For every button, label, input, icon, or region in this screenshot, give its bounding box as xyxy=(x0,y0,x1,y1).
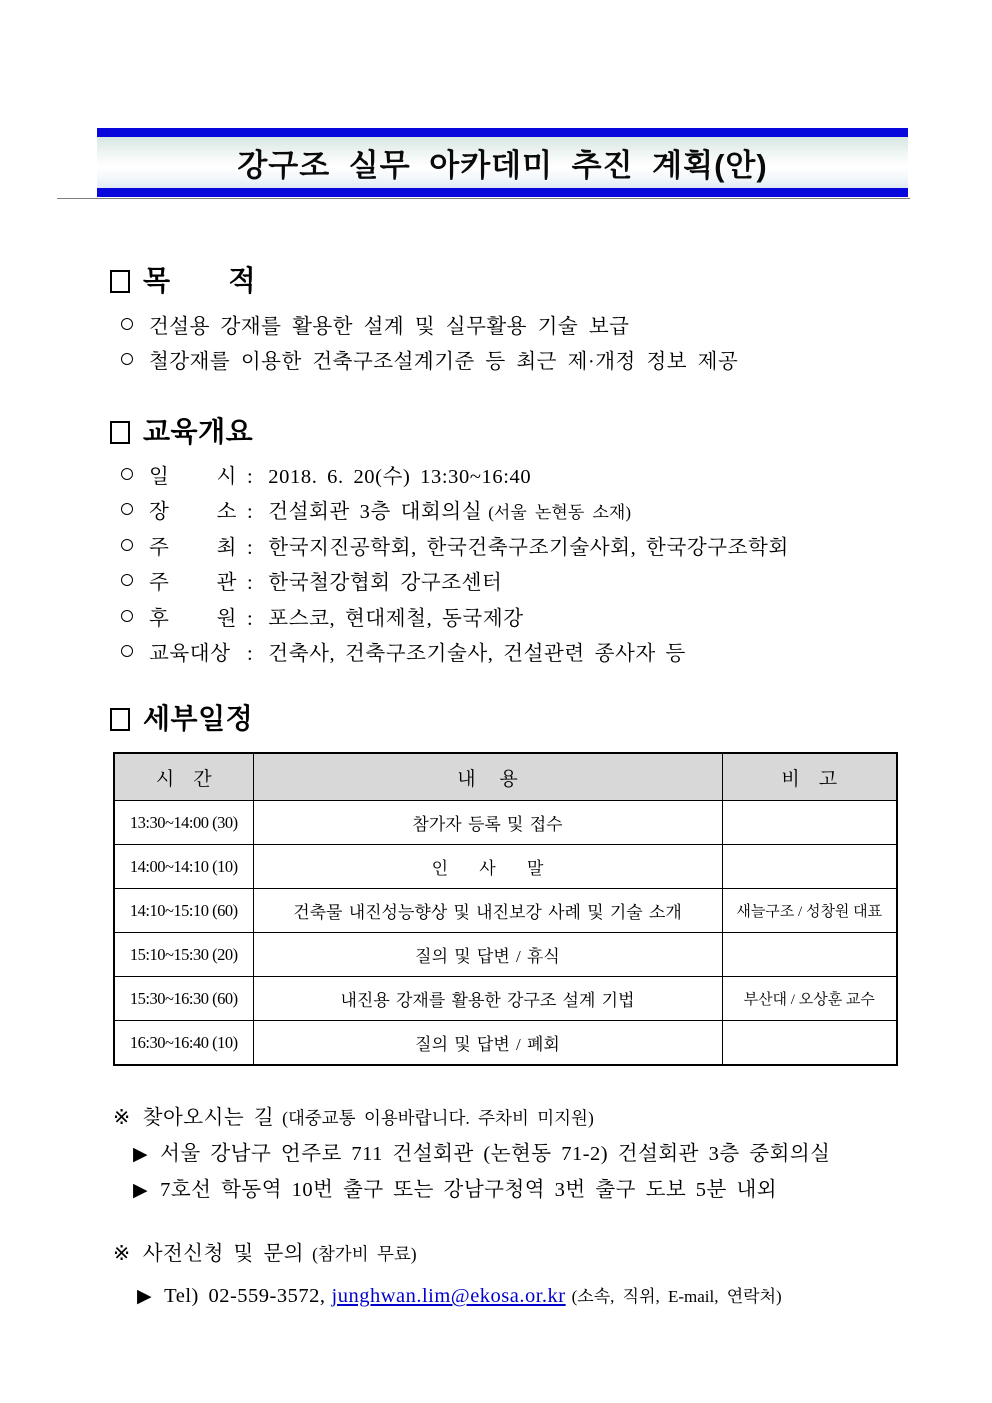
field-note: (서울 논현동 소재) xyxy=(488,503,632,523)
directions-section xyxy=(113,1100,831,1208)
banner-body xyxy=(97,137,908,188)
title-banner xyxy=(97,128,908,197)
table-row xyxy=(114,977,897,1021)
field-label: 주 최 xyxy=(149,536,237,559)
phone-number: Tel) 02-559-3572, xyxy=(164,1285,326,1307)
circle-bullet-icon xyxy=(121,539,133,551)
column-header-content xyxy=(253,753,722,801)
field-value: 건축사, 건축구조기술사, 건설관련 종사자 등 xyxy=(268,643,686,666)
remark-cell xyxy=(722,801,897,845)
separator: : xyxy=(247,643,254,666)
circle-bullet-icon xyxy=(121,318,133,330)
banner-top-bar xyxy=(97,128,908,137)
remark-cell: 새늘구조 / 성창원 대표 xyxy=(722,889,897,933)
purpose-item-text: 건설용 강재를 활용한 설계 및 실무활용 기술 보급 xyxy=(149,316,630,338)
column-header-remark xyxy=(722,753,897,801)
contact-title-line xyxy=(113,1236,782,1266)
square-marker-icon xyxy=(110,270,130,293)
email-note: (소속, 직위, E-mail, 연락처) xyxy=(571,1287,782,1306)
directions-list xyxy=(133,1137,831,1208)
reference-mark-icon: ※ xyxy=(113,1107,131,1129)
field-value: 건설회관 3층 대회의실 xyxy=(268,501,483,524)
field-label: 일 시 xyxy=(149,466,237,488)
remark-cell: 부산대 / 오상훈 교수 xyxy=(722,977,897,1021)
circle-bullet-icon xyxy=(121,610,133,622)
section-heading-schedule xyxy=(110,704,253,734)
reference-mark-icon: ※ xyxy=(113,1243,131,1265)
list-item xyxy=(121,460,789,495)
schedule-table xyxy=(113,752,898,1066)
circle-bullet-icon xyxy=(121,645,133,657)
remark-cell xyxy=(722,845,897,889)
time-cell: 14:00~14:10 (10) xyxy=(114,845,253,889)
separator: : xyxy=(247,536,254,559)
contact-title: 사전신청 및 문의 xyxy=(142,1243,305,1265)
contact-section xyxy=(113,1236,782,1315)
separator: : xyxy=(247,501,254,524)
content-cell: 인 사 말 xyxy=(253,845,722,889)
table-row xyxy=(114,845,897,889)
list-item xyxy=(121,602,789,637)
field-value: 2018. 6. 20(수) 13:30~16:40 xyxy=(268,466,532,488)
list-item xyxy=(121,345,738,380)
time-cell: 16:30~16:40 (10) xyxy=(114,1021,253,1066)
time-cell: 15:10~15:30 (20) xyxy=(114,933,253,977)
field-value: 포스코, 현대제철, 동국제강 xyxy=(268,607,524,630)
circle-bullet-icon xyxy=(121,353,133,365)
purpose-item-text: 철강재를 이용한 건축구조설계기준 등 최근 제·개정 정보 제공 xyxy=(149,351,739,373)
directions-title-line xyxy=(113,1100,831,1130)
arrow-bullet-icon: ▶ xyxy=(133,1144,149,1165)
section-heading-overview xyxy=(110,417,253,447)
table-row xyxy=(114,933,897,977)
contact-note: (참가비 무료) xyxy=(312,1244,417,1264)
field-value: 한국철강협회 강구조센터 xyxy=(268,572,503,595)
remark-cell xyxy=(722,1021,897,1066)
time-cell: 15:30~16:30 (60) xyxy=(114,977,253,1021)
remark-cell xyxy=(722,933,897,977)
email-link[interactable]: junghwan.lim@ekosa.or.kr xyxy=(331,1285,566,1307)
banner-underline xyxy=(57,198,910,199)
separator: : xyxy=(247,466,254,488)
banner-bottom-bar xyxy=(97,188,908,197)
purpose-list xyxy=(121,310,738,380)
table-row xyxy=(114,1021,897,1066)
time-cell: 14:10~15:10 (60) xyxy=(114,889,253,933)
table-header-row xyxy=(114,753,897,801)
directions-item-text: 서울 강남구 언주로 711 건설회관 (논현동 71-2) 건설회관 3층 중회의실 xyxy=(160,1143,831,1165)
list-item xyxy=(121,310,738,345)
directions-note: (대중교통 이용바랍니다. 주차비 미지원) xyxy=(282,1108,594,1128)
column-header-time xyxy=(114,753,253,801)
circle-bullet-icon xyxy=(121,574,133,586)
separator: : xyxy=(247,607,254,630)
time-cell: 13:30~14:00 (30) xyxy=(114,801,253,845)
column-header-label: 비 고 xyxy=(781,768,838,790)
directions-item-text: 7호선 학동역 10번 출구 또는 강남구청역 3번 출구 도보 5분 내외 xyxy=(160,1178,778,1201)
square-marker-icon xyxy=(110,421,130,444)
contact-line xyxy=(137,1278,782,1315)
field-label: 주 관 xyxy=(149,572,237,595)
overview-heading: 교육개요 xyxy=(143,416,254,447)
field-value: 한국지진공학회, 한국건축구조기술사회, 한국강구조학회 xyxy=(268,536,789,559)
circle-bullet-icon xyxy=(121,468,133,480)
column-header-label: 시 간 xyxy=(155,768,212,790)
list-item xyxy=(121,531,789,566)
document-title: 강구조 실무 아카데미 추진 계획(안) xyxy=(237,148,768,183)
content-cell: 내진용 강재를 활용한 강구조 설계 기법 xyxy=(253,977,722,1021)
field-label: 후 원 xyxy=(149,607,237,630)
column-header-label: 내 용 xyxy=(457,768,518,790)
field-label: 교육대상 xyxy=(149,643,231,666)
content-cell: 질의 및 답변 / 휴식 xyxy=(253,933,722,977)
overview-list xyxy=(121,460,789,672)
directions-title: 찾아오시는 길 xyxy=(142,1107,275,1129)
arrow-bullet-icon: ▶ xyxy=(133,1179,149,1201)
content-cell: 건축물 내진성능향상 및 내진보강 사례 및 기술 소개 xyxy=(253,889,722,933)
section-heading-purpose xyxy=(110,266,256,296)
list-item xyxy=(133,1137,831,1173)
circle-bullet-icon xyxy=(121,503,133,515)
content-cell: 질의 및 답변 / 폐회 xyxy=(253,1021,722,1066)
schedule-heading: 세부일정 xyxy=(143,703,254,734)
list-item xyxy=(121,637,789,672)
list-item xyxy=(121,495,789,530)
table-row xyxy=(114,801,897,845)
arrow-bullet-icon: ▶ xyxy=(137,1286,153,1307)
list-item xyxy=(121,566,789,601)
separator: : xyxy=(247,572,254,595)
table-row xyxy=(114,889,897,933)
field-label: 장 소 xyxy=(149,501,237,524)
content-cell: 참가자 등록 및 접수 xyxy=(253,801,722,845)
list-item xyxy=(133,1173,831,1209)
square-marker-icon xyxy=(110,708,130,731)
purpose-heading: 목 적 xyxy=(143,265,257,296)
